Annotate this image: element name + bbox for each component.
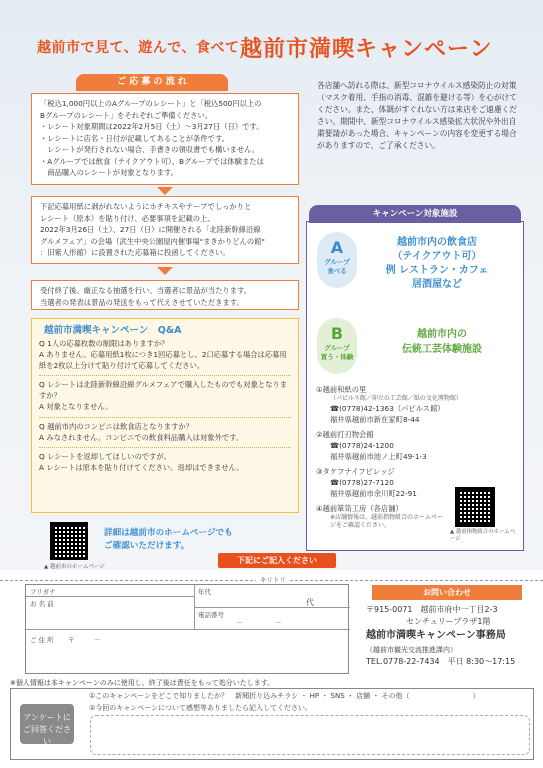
group-a-description (362, 236, 512, 292)
cut-label: キリトリ (256, 575, 290, 584)
flow-step-1-line: レシートが発行されない場合、手書きの領収書でも構いません。 (40, 145, 260, 154)
qa-answer: A レシートは原本を貼り付けてください。返却はできません。 (39, 463, 244, 473)
group-a-example: 居酒屋など (412, 279, 462, 290)
group-b-label: グループ (324, 344, 350, 352)
flow-step-1-line: ・レシートに店名・日付が記載してあることが条件です。 (40, 133, 229, 143)
fill-below-banner: 下記にご記入ください (218, 553, 336, 568)
flow-step-3 (31, 280, 299, 310)
address-label: ご 住 所 (30, 636, 54, 644)
group-b-sublabel: 買う・体験 (320, 353, 354, 361)
detail-line: 詳細は越前市のホームページでも (104, 528, 233, 538)
qa-answer: A みなされません。コンビニでの飲食料品購入は対象外です。 (39, 432, 244, 442)
facility-note: （パピルス館／卯立の工芸館／紙の文化博物館） (330, 395, 462, 402)
flow-arrow (157, 187, 173, 195)
group-a-letter: A (330, 238, 344, 257)
furigana-label: フリガナ (30, 588, 56, 596)
inquiry-building: センチュリープラザ1階 (366, 617, 491, 626)
flow-step-2-line: ：旧紫人形館）に設置された応募箱に投函してください。 (40, 248, 230, 257)
qa-item (39, 339, 291, 371)
survey-label (20, 704, 74, 744)
detail-note (104, 527, 233, 553)
group-a-sublabel: 食べる (327, 267, 347, 275)
facility-name: ④越前箪笥工房（各店舗） (316, 504, 403, 513)
form-divider (26, 629, 350, 630)
facilities-header: キャンペーン対象施設 (309, 205, 521, 223)
facility-address: 福井県越前市余川町22-91 (330, 489, 417, 498)
flow-step-3-line: 受付終了後、厳正なる抽選を行い、当選者に景品が当たります。 (40, 286, 252, 295)
sashimono-qr-caption: ▲ 越前指物組合のホームページ (450, 529, 516, 542)
city-qr-caption: ▲ 越前市のホームページ (44, 564, 105, 570)
qa-divider (39, 417, 291, 418)
flow-step-2-line: グルメフェア」の会場（武生中央公園屋内催事場"まきかりどんの館" (40, 236, 265, 246)
flow-step-1-line: ・Aグループでは飲食（テイクアウト可）、Bグループでは体験または (40, 156, 264, 166)
group-b-badge (317, 318, 357, 374)
name-label: お 名 前 (30, 600, 54, 608)
flow-arrow (157, 267, 173, 275)
qa-panel (31, 318, 299, 513)
city-homepage-qr-code (50, 522, 88, 560)
qa-divider (39, 447, 291, 448)
facility-note: ※店舗情報は、越前指物組合のホームページをご確認ください。 (330, 514, 444, 529)
flow-step-1-line: 商品購入のレシートが対象となります。 (40, 168, 178, 177)
age-label: 年代 (198, 588, 211, 596)
group-b-description (372, 327, 512, 357)
form-divider (26, 596, 194, 597)
entry-form (25, 584, 349, 674)
facility-name: ③タケフナイフビレッジ (316, 467, 395, 476)
group-a-label: グループ (324, 258, 350, 266)
inquiry-org: 越前市満喫キャンペーン事務局 (366, 630, 506, 641)
inquiry-tel: TEL.0778-22-7434 平日 8:30～17:15 (366, 657, 516, 666)
headline-left: 越前市で見て、遊んで、食べて (37, 40, 240, 56)
facility-address: 福井県越前市池ノ上町49-1-3 (330, 452, 427, 461)
group-a-sub: （テイクアウト可） (392, 251, 482, 262)
group-b-letter: B (330, 324, 344, 343)
facility-item (316, 384, 516, 425)
group-b-title: 越前市内の (417, 329, 467, 340)
group-a-title: 越前市内の飲食店 (397, 237, 477, 248)
inquiry-org-sub: （越前市観光交流推進課内） (366, 646, 457, 654)
facility-phone: ☎(0778)42-1363（パピルス館） (330, 404, 445, 413)
survey-answer-area[interactable] (90, 715, 530, 755)
facility-name: ②越前打刃物会館 (316, 430, 374, 439)
headline-title: 越前市満喫キャンペーン (240, 37, 493, 62)
flow-step-2 (31, 196, 299, 264)
flow-step-3-line: 当選者の発表は景品の発送をもって代えさせていただきます。 (40, 297, 244, 307)
qa-answer: A ありません。応募用紙1枚につき1回応募とし、2口応募する場合は応募用紙を2枚以上分けて貼り付けて応募してください。 (39, 349, 287, 370)
qa-item (39, 422, 291, 444)
facility-phone: ☎(0778)27-7120 (330, 478, 394, 487)
flow-step-2-line: 2022年3月26日（土）、27日（日）に開催される「北陸新幹線沿線 (40, 225, 261, 234)
postal-label: 〒 － (68, 636, 101, 644)
survey-question-2: ②今回のキャンペーンについて感想等ありましたら記入してください。 (89, 704, 312, 712)
facility-name: ①越前和紙の里 (316, 385, 367, 394)
age-suffix: 代 (306, 598, 314, 607)
qa-question: Q 1人の応募枚数の制限はありますか？ (39, 339, 169, 348)
flow-step-1 (31, 93, 299, 185)
flow-step-1-line: 「税込1,000円以上のAグループのレシート」と「税込500円以上の (40, 99, 262, 108)
qa-title: 越前市満喫キャンペーン Q&A (44, 325, 182, 336)
inquiry-header: お問い合わせ (372, 585, 522, 600)
qa-item (39, 452, 291, 474)
form-divider (194, 607, 350, 608)
group-a-badge (317, 232, 357, 288)
qa-item (39, 380, 291, 412)
flow-step-1-line: Bグループのレシート」をそれぞれご準備ください。 (40, 110, 213, 120)
survey-question-1: ①このキャンペーンをどこで知りましたか？ 新聞折り込みチラシ ・ HP ・ SNS ・ 店舗 ・ その他（ ） (89, 692, 480, 700)
survey-label-line: ご回答ください (23, 725, 71, 746)
group-a-example: 例 レストラン・カフェ (385, 265, 489, 276)
detail-line: ご確認いただけます。 (104, 541, 190, 551)
qa-answer: A 対象となりません。 (39, 401, 113, 411)
facility-phone: ☎(0778)24-1200 (330, 441, 394, 450)
phone-separator: － － (236, 619, 282, 627)
phone-label: 電話番号 (198, 611, 224, 619)
flow-step-2-line: 下記応募用紙に剥がれないようにホチキスやテープでしっかりと (40, 202, 252, 211)
sashimono-homepage-qr-code (455, 487, 495, 527)
qa-divider (39, 375, 291, 376)
privacy-note: ※個人情報は本キャンペーンのみに使用し、終了後は責任をもって処分いたします。 (10, 679, 275, 687)
qa-question: Q レシートを返却してほしいのですが。 (39, 452, 171, 462)
survey-label-line: アンケートに (23, 713, 71, 722)
flow-step-2-line: レシート（原本）を貼り付け、必要事項を記載の上、 (40, 213, 215, 223)
qa-question: Q レシートは北陸新幹線沿線グルメフェアで購入したものでも対象となりますか？ (39, 380, 288, 401)
inquiry-info (366, 604, 538, 668)
qa-question: Q 越前市内のコンビニは飲食店となりますか？ (39, 421, 193, 431)
flow-step-1-line: ・レシート対象期間は2022年2月5日（土）～3月27日（日）です。 (40, 122, 264, 131)
group-b-title: 伝統工芸体験施設 (402, 344, 482, 355)
covid-notice: 各店舗へ訪れる際は、新型コロナウイルス感染防止の対策（マスク着用、手指の消毒、混雑を避ける等）を心がけてください。また、体調がすぐれない方は来店をご遠慮ください。期間中、新型コロナウイルス感染拡大状況や外出自粛要請があった場合、キャンペーンの内容を変更する場合がありますので、ご了承ください。 (317, 81, 517, 150)
flow-title: ご 応 募 の 流 れ (76, 74, 228, 91)
headline (0, 32, 543, 68)
facility-item (316, 429, 516, 462)
facility-address: 福井県越前市新在家町8-44 (330, 415, 420, 424)
inquiry-postal: 〒915-0071 越前市府中一丁目2-3 (366, 605, 498, 614)
